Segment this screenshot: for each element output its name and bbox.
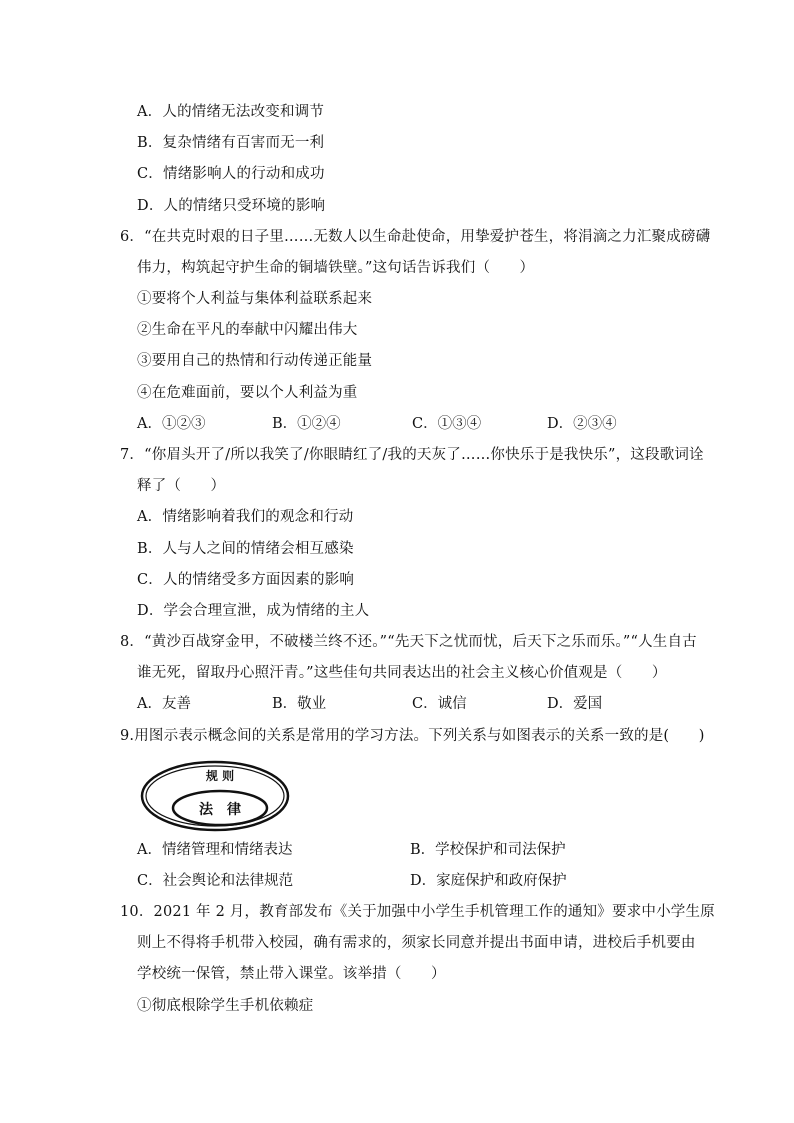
q10-stem-line3: 学校统一保管，禁止带入课堂。该举措（ ）: [137, 966, 446, 982]
q10-stem-line1: 10．2021 年 2 月，教育部发布《关于加强中小学生手机管理工作的通知》要求中小学生原: [120, 904, 715, 920]
outer-label: 规 则: [205, 769, 235, 783]
q9-option-b: B．学校保护和司法保护: [410, 842, 566, 858]
q6-statement-3: ③要用自己的热情和行动传递正能量: [137, 353, 373, 369]
q6-option-a: A．①②③: [137, 416, 206, 432]
q8-stem-line2: 谁无死，留取丹心照汗青。”这些佳句共同表达出的社会主义核心价值观是（ ）: [137, 665, 667, 681]
q5-option-b: B．复杂情绪有百害而无一利: [137, 135, 325, 151]
q6-statement-4: ④在危难面前，要以个人利益为重: [137, 385, 358, 401]
q8-option-c: C．诚信: [412, 696, 467, 712]
q7-option-b: B．人与人之间的情绪会相互感染: [137, 541, 354, 557]
q9-options-row2: [137, 871, 657, 891]
inner-label: 法 律: [199, 802, 241, 818]
q6-options: [137, 414, 657, 434]
q7-stem-line2: 释了（ ）: [137, 478, 226, 494]
q8-options: [137, 694, 657, 714]
q9-option-a: A．情绪管理和情绪表达: [137, 842, 293, 858]
q6-statement-2: ②生命在平凡的奉献中闪耀出伟大: [137, 322, 358, 338]
q7-option-a: A．情绪影响着我们的观念和行动: [137, 509, 354, 525]
q8-option-b: B．敬业: [272, 696, 327, 712]
q10-statement-1: ①彻底根除学生手机依赖症: [137, 998, 314, 1014]
q10-stem-line2: 则上不得将手机带入校园，确有需求的，须家长同意并提出书面申请，进校后手机要由: [137, 935, 696, 951]
q7-stem-line1: 7．“你眉头开了/所以我笑了/你眼睛红了/我的天灰了……你快乐于是我快乐”，这段歌词诠: [120, 447, 704, 463]
q6-option-d: D．②③④: [547, 416, 617, 432]
q7-option-c: C．人的情绪受多方面因素的影响: [137, 572, 355, 588]
q6-stem-line1: 6．“在共克时艰的日子里……无数人以生命赴使命，用挚爱护苍生，将涓滴之力汇聚成磅礴: [120, 229, 711, 245]
q9-options-row1: [137, 840, 657, 860]
q5-option-c: C．情绪影响人的行动和成功: [137, 166, 325, 182]
q6-statement-1: ①要将个人利益与集体利益联系起来: [137, 291, 373, 307]
q8-option-d: D．爱国: [547, 696, 603, 712]
q9-option-c: C．社会舆论和法律规范: [137, 873, 294, 889]
q8-option-a: A．友善: [137, 696, 191, 712]
q6-stem-line2: 伟力，构筑起守护生命的铜墙铁壁。”这句话告诉我们（ ）: [137, 260, 535, 276]
q5-option-d: D．人的情绪只受环境的影响: [137, 198, 326, 214]
q6-option-c: C．①③④: [412, 416, 482, 432]
q6-option-b: B．①②④: [272, 416, 341, 432]
q7-option-d: D．学会合理宣泄，成为情绪的主人: [137, 603, 370, 619]
q9-option-d: D．家庭保护和政府保护: [410, 873, 567, 889]
q9-stem: 9.用图示表示概念间的关系是常用的学习方法。下列关系与如图表示的关系一致的是( ): [120, 728, 705, 744]
concept-relation-diagram: [140, 760, 290, 832]
q8-stem-line1: 8．“黄沙百战穿金甲，不破楼兰终不还。”“先天下之忧而忧，后天下之乐而乐。”“人生自古: [120, 634, 697, 650]
q5-option-a: A．人的情绪无法改变和调节: [137, 104, 325, 120]
